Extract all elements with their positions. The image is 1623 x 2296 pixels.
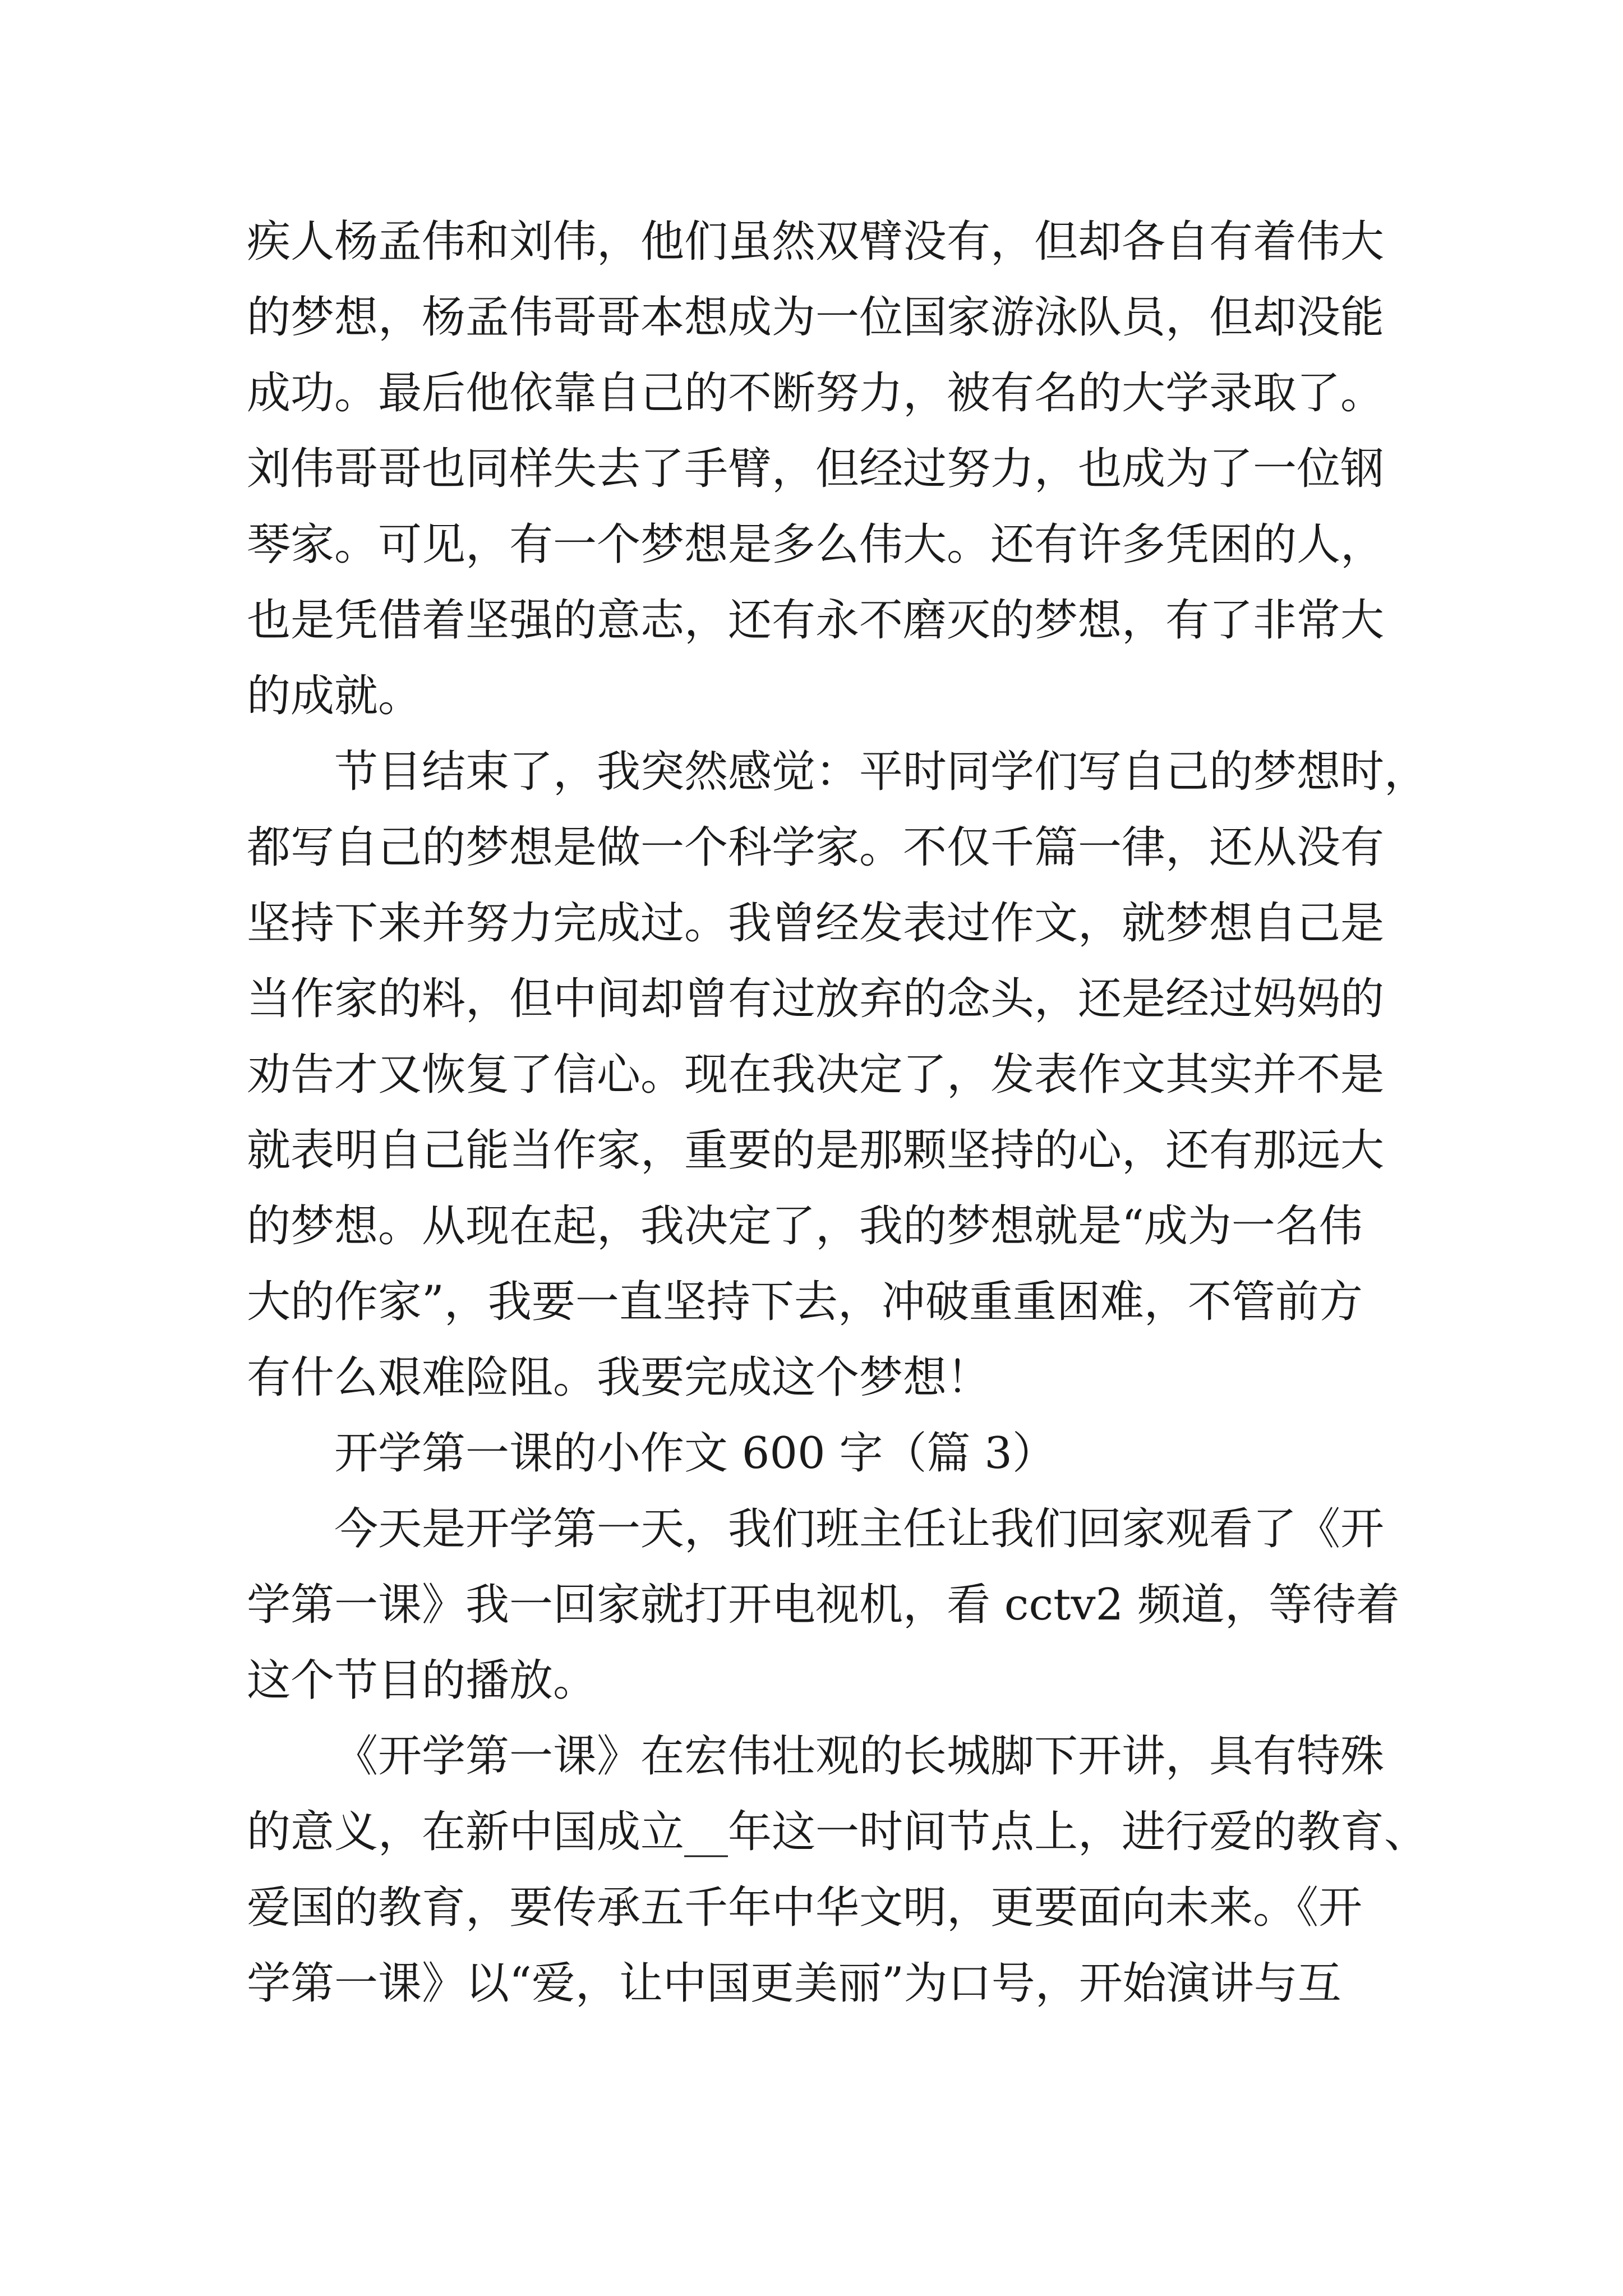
text-line: 这个节目的播放。 [247, 1655, 597, 1706]
text-line: 学第一课》我一回家就打开电视机，看 cctv2 频道，等待着 [247, 1580, 1400, 1630]
text-line: 当作家的料，但中间却曾有过放弃的念头，还是经过妈妈的 [247, 974, 1385, 1024]
text-line: 都写自己的梦想是做一个科学家。不仅千篇一律，还从没有 [247, 822, 1385, 873]
text-line: 有什么艰难险阻。我要完成这个梦想！ [247, 1352, 991, 1403]
text-line: 劝告才又恢复了信心。现在我决定了，发表作文其实并不是 [247, 1050, 1385, 1100]
body-text [247, 204, 1428, 2022]
text-line: 今天是开学第一天，我们班主任让我们回家观看了《开 [334, 1504, 1385, 1554]
text-line: 《开学第一课》在宏伟壮观的长城脚下开讲，具有特殊 [334, 1731, 1385, 1782]
text-line: 学第一课》以“爱，让中国更美丽”为口号，开始演讲与互 [247, 1958, 1341, 2009]
text-line: 成功。最后他依靠自己的不断努力，被有名的大学录取了。 [247, 368, 1385, 418]
text-line: 的意义，在新中国成立__年这一时间节点上，进行爱的教育、 [247, 1807, 1428, 1857]
text-line: 的梦想，杨孟伟哥哥本想成为一位国家游泳队员，但却没能 [247, 292, 1385, 343]
text-line: 爱国的教育，要传承五千年中华文明，更要面向未来。《开 [247, 1883, 1363, 1933]
text-line: 的成就。 [247, 671, 422, 721]
text-line: 也是凭借着坚强的意志，还有永不磨灭的梦想，有了非常大 [247, 595, 1385, 646]
text-line: 就表明自己能当作家，重要的是那颗坚持的心，还有那远大 [247, 1125, 1385, 1176]
text-line: 刘伟哥哥也同样失去了手臂，但经过努力，也成为了一位钢 [247, 444, 1385, 494]
text-line: 大的作家”，我要一直坚持下去，冲破重重困难，不管前方 [247, 1277, 1363, 1327]
text-line: 坚持下来并努力完成过。我曾经发表过作文，就梦想自己是 [247, 898, 1385, 949]
text-line: 琴家。可见，有一个梦想是多么伟大。还有许多凭困的人， [247, 519, 1385, 570]
section-heading: 开学第一课的小作文 600 字（篇 3） [334, 1428, 1056, 1479]
text-line: 的梦想。从现在起，我决定了，我的梦想就是“成为一名伟 [247, 1201, 1363, 1251]
text-line: 疾人杨孟伟和刘伟，他们虽然双臂没有，但却各自有着伟大 [247, 217, 1385, 267]
text-line: 节目结束了，我突然感觉：平时同学们写自己的梦想时， [334, 747, 1428, 797]
